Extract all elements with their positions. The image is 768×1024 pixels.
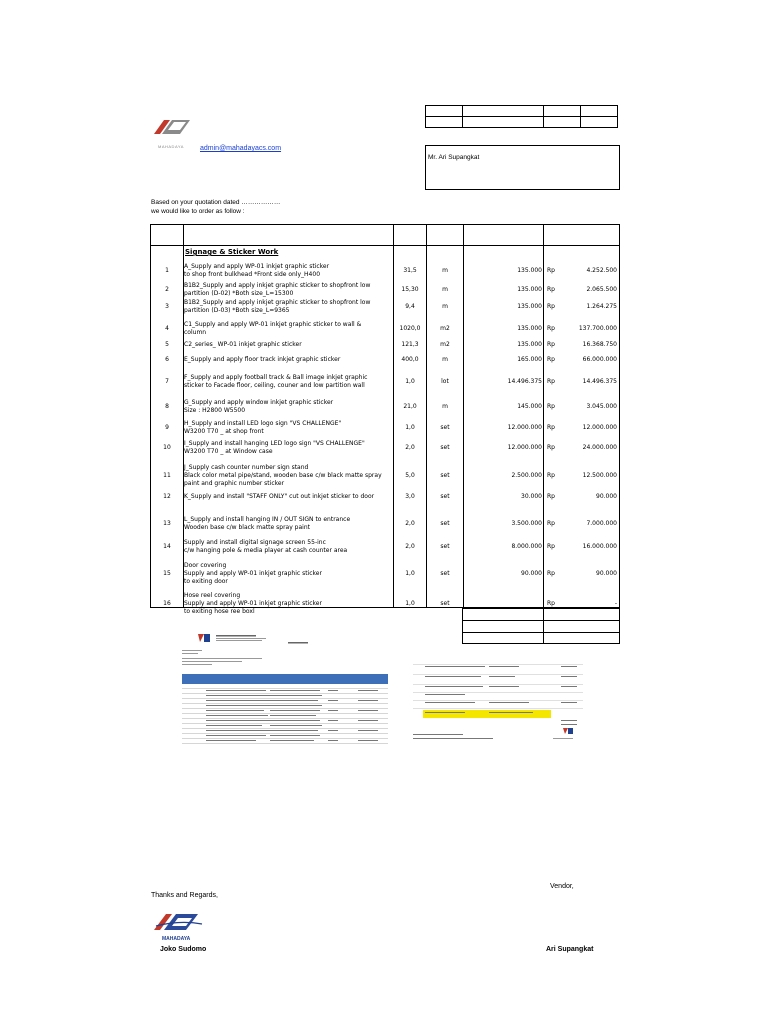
item-unit: set [440,520,450,527]
item-currency: Rp [547,600,555,607]
table-row [151,493,619,501]
item-description-line: W3200 T70 _ at shop front [184,428,264,435]
item-unit-price: 135.000 [517,286,542,293]
item-description-line: F_Supply and apply football track & Ball image inkjet graphic [184,374,368,381]
item-quantity: 2,0 [405,543,415,550]
item-description-line: to exiting door [184,578,228,585]
item-currency: Rp [547,444,555,451]
item-description-line: Hose reel covering [184,592,241,599]
item-description-line: to exiting hose ree boxl [184,608,255,615]
company-logo [150,112,194,149]
item-unit: set [440,444,450,451]
item-description-line: c/w hanging pole & media player at cash counter area [184,547,348,554]
item-unit: m [442,403,448,410]
intro-line-2: we would like to order as follow : [151,208,245,215]
item-currency: Rp [547,570,555,577]
table-row [151,440,619,456]
item-description-line: Wooden base c/w black matte spray paint [184,524,310,531]
item-amount: - [614,600,617,607]
item-description-line: Supply and apply WP-01 inkjet graphic sticker [184,570,322,577]
item-description-line: C1_Supply and apply WP-01 inkjet graphic sticker to wall & [184,321,362,328]
item-unit-price: 12.000.000 [507,424,542,431]
intro-text [151,198,280,216]
item-number: 11 [163,472,171,479]
item-unit-price: 135.000 [517,325,542,332]
item-amount: 7.000.000 [586,520,617,527]
item-unit-price: 90.000 [521,570,542,577]
item-description-line: Supply and install digital signage screen 55-inc [184,539,326,546]
item-amount: 4.252.500 [586,267,617,274]
item-description-line: K_Supply and install "STAFF ONLY" cut out inkjet sticker to door [184,493,375,500]
item-description [184,282,392,298]
item-unit: m [442,303,448,310]
item-unit-price: 12.000.000 [507,444,542,451]
item-quantity: 121,3 [401,341,419,348]
item-description-line: L_Supply and install hanging IN / OUT SIGN to entrance [184,516,351,523]
item-description-line: sticker to Facade floor, ceiling, couner and low partition wall [184,382,365,389]
item-description [184,516,392,532]
item-number: 15 [163,570,171,577]
item-number: 2 [165,286,169,293]
item-currency: Rp [547,286,555,293]
item-number: 8 [165,403,169,410]
signer-right: Ari Supangkat [546,946,594,953]
item-currency: Rp [547,356,555,363]
table-row [151,374,619,390]
item-description-line: partition (D-02) *Both size_L=15300 [184,290,294,297]
item-description [184,539,392,555]
item-description [184,263,392,279]
item-amount: 16.000.000 [582,543,617,550]
item-number: 1 [165,267,169,274]
item-quantity: 15,30 [401,286,419,293]
item-currency: Rp [547,493,555,500]
item-amount: 12.000.000 [582,424,617,431]
item-description-line: Supply and apply WP-01 inkjet graphic sticker [184,600,322,607]
item-description [184,440,392,456]
table-row [151,263,619,279]
closing-thanks: Thanks and Regards, [151,892,218,899]
item-amount: 1.264.275 [586,303,617,310]
item-currency: Rp [547,424,555,431]
item-description-line: C2_series_ WP-01 inkjet graphic sticker [184,341,302,348]
item-description [184,562,392,586]
item-description-line: B1B2_Supply and apply inkjet graphic sticker to shopfront low [184,282,371,289]
item-currency: Rp [547,325,555,332]
item-quantity: 31,5 [403,267,417,274]
item-description [184,299,392,315]
item-amount: 2.065.500 [586,286,617,293]
item-unit: m2 [440,341,450,348]
item-description-line: W3200 T70 _ at Window case [184,448,273,455]
item-quantity: 1020,0 [399,325,421,332]
item-number: 14 [163,543,171,550]
table-row [151,420,619,436]
item-description [184,341,392,349]
item-description-line: B1B2_Supply and apply inkjet graphic sticker to shopfront low [184,299,371,306]
item-quantity: 1,0 [405,424,415,431]
item-description-line: Door covering [184,562,227,569]
item-quantity: 400,0 [401,356,419,363]
signature-logo-text: MAHADAYA [162,936,191,942]
table-row [151,282,619,298]
item-quantity: 1,0 [405,570,415,577]
vendor-label: Vendor, [550,883,574,890]
item-description-line: H_Supply and install LED logo sign "VS CHALLENGE" [184,420,342,427]
item-currency: Rp [547,267,555,274]
item-number: 16 [163,600,171,607]
item-unit: lot [441,378,449,385]
table-row [151,464,619,488]
item-number: 5 [165,341,169,348]
item-description [184,374,392,390]
item-unit-price: 30.000 [521,493,542,500]
item-description-line: partition (D-03) *Both size_L=9365 [184,307,290,314]
item-currency: Rp [547,403,555,410]
item-quantity: 1,0 [405,600,415,607]
table-row [151,399,619,415]
item-quantity: 2,0 [405,520,415,527]
order-table [150,224,620,615]
table-row [151,299,619,315]
item-quantity: 9,4 [405,303,415,310]
item-number: 12 [163,493,171,500]
logo-text: MAHADAYA [158,144,184,149]
item-number: 3 [165,303,169,310]
item-unit-price: 14.496.375 [507,378,542,385]
item-quantity: 3,0 [405,493,415,500]
recipient-box [425,145,620,190]
item-number: 6 [165,356,169,363]
item-amount: 66.000.000 [582,356,617,363]
item-description-line: E_Supply and apply floor track inkjet graphic sticker [184,356,341,363]
item-description [184,321,392,337]
item-unit: m2 [440,325,450,332]
item-unit: m [442,286,448,293]
item-currency: Rp [547,543,555,550]
item-currency: Rp [547,520,555,527]
item-description [184,464,392,488]
item-amount: 12.500.000 [582,472,617,479]
item-unit-price: 135.000 [517,303,542,310]
item-amount: 90.000 [596,493,617,500]
item-amount: 16.368.750 [582,341,617,348]
item-description-line: I_Supply and install hanging LED logo sign "VS CHALLENGE" [184,440,365,447]
item-currency: Rp [547,472,555,479]
item-unit: set [440,493,450,500]
item-description-line: A_Supply and apply WP-01 inkjet graphic sticker [184,263,330,270]
item-unit-price: 8.000.000 [511,543,542,550]
signer-left: Joko Sudomo [160,946,207,953]
item-quantity: 2,0 [405,444,415,451]
item-unit-price: 2.500.000 [511,472,542,479]
item-description-line: Black color metal pipe/stand, wooden base c/w black matte spray [184,472,382,479]
item-unit-price: 135.000 [517,267,542,274]
table-row [151,539,619,555]
item-quantity: 1,0 [405,378,415,385]
item-currency: Rp [547,303,555,310]
item-description [184,493,392,501]
intro-line-1: Based on your quotation dated ……………… [151,199,281,206]
item-number: 4 [165,325,169,332]
table-row [151,321,619,337]
item-amount: 3.045.000 [586,403,617,410]
item-description [184,592,392,616]
item-description [184,420,392,436]
item-unit: set [440,570,450,577]
signature-logo [150,906,206,942]
item-unit: m [442,356,448,363]
item-description-line: paint and graphic number sticker [184,480,285,487]
item-unit-price: 165.000 [517,356,542,363]
item-unit: m [442,267,448,274]
item-unit-price: 135.000 [517,341,542,348]
section-title: Signage & Sticker Work [185,248,279,256]
item-unit: set [440,543,450,550]
item-unit-price: 145.000 [517,403,542,410]
item-amount: 14.496.375 [582,378,617,385]
item-description-line: column [184,329,207,336]
table-row [151,356,619,364]
item-number: 9 [165,424,169,431]
item-amount: 24.000.000 [582,444,617,451]
item-amount: 90.000 [596,570,617,577]
item-number: 13 [163,520,171,527]
item-number: 10 [163,444,171,451]
embedded-quotation-image-left [178,628,388,750]
item-description-line: to shop front bulkhead *Front side only_H400 [184,271,321,278]
company-email[interactable]: admin@mahadayacs.com [200,145,282,152]
item-quantity: 5,0 [405,472,415,479]
item-amount: 137.700.000 [578,325,617,332]
item-currency: Rp [547,378,555,385]
table-row [151,562,619,586]
recipient-name: Mr. Ari Supangkat [428,154,480,161]
item-unit: set [440,472,450,479]
item-description-line: G_Supply and apply window inkjet graphic sticker [184,399,334,406]
item-description-line: J_Supply cash counter number sign stand [184,464,309,471]
item-description-line: Size : H2800 W5500 [184,407,246,414]
table-row [151,516,619,532]
item-description [184,399,392,415]
item-quantity: 21,0 [403,403,417,410]
item-description [184,356,392,364]
table-row [151,341,619,349]
totals-box [462,608,620,644]
item-currency: Rp [547,341,555,348]
item-unit: set [440,424,450,431]
embedded-quotation-image-right [413,660,583,760]
item-number: 7 [165,378,169,385]
item-unit: set [440,600,450,607]
item-unit-price: 3.500.000 [511,520,542,527]
header-info-table [425,105,618,128]
